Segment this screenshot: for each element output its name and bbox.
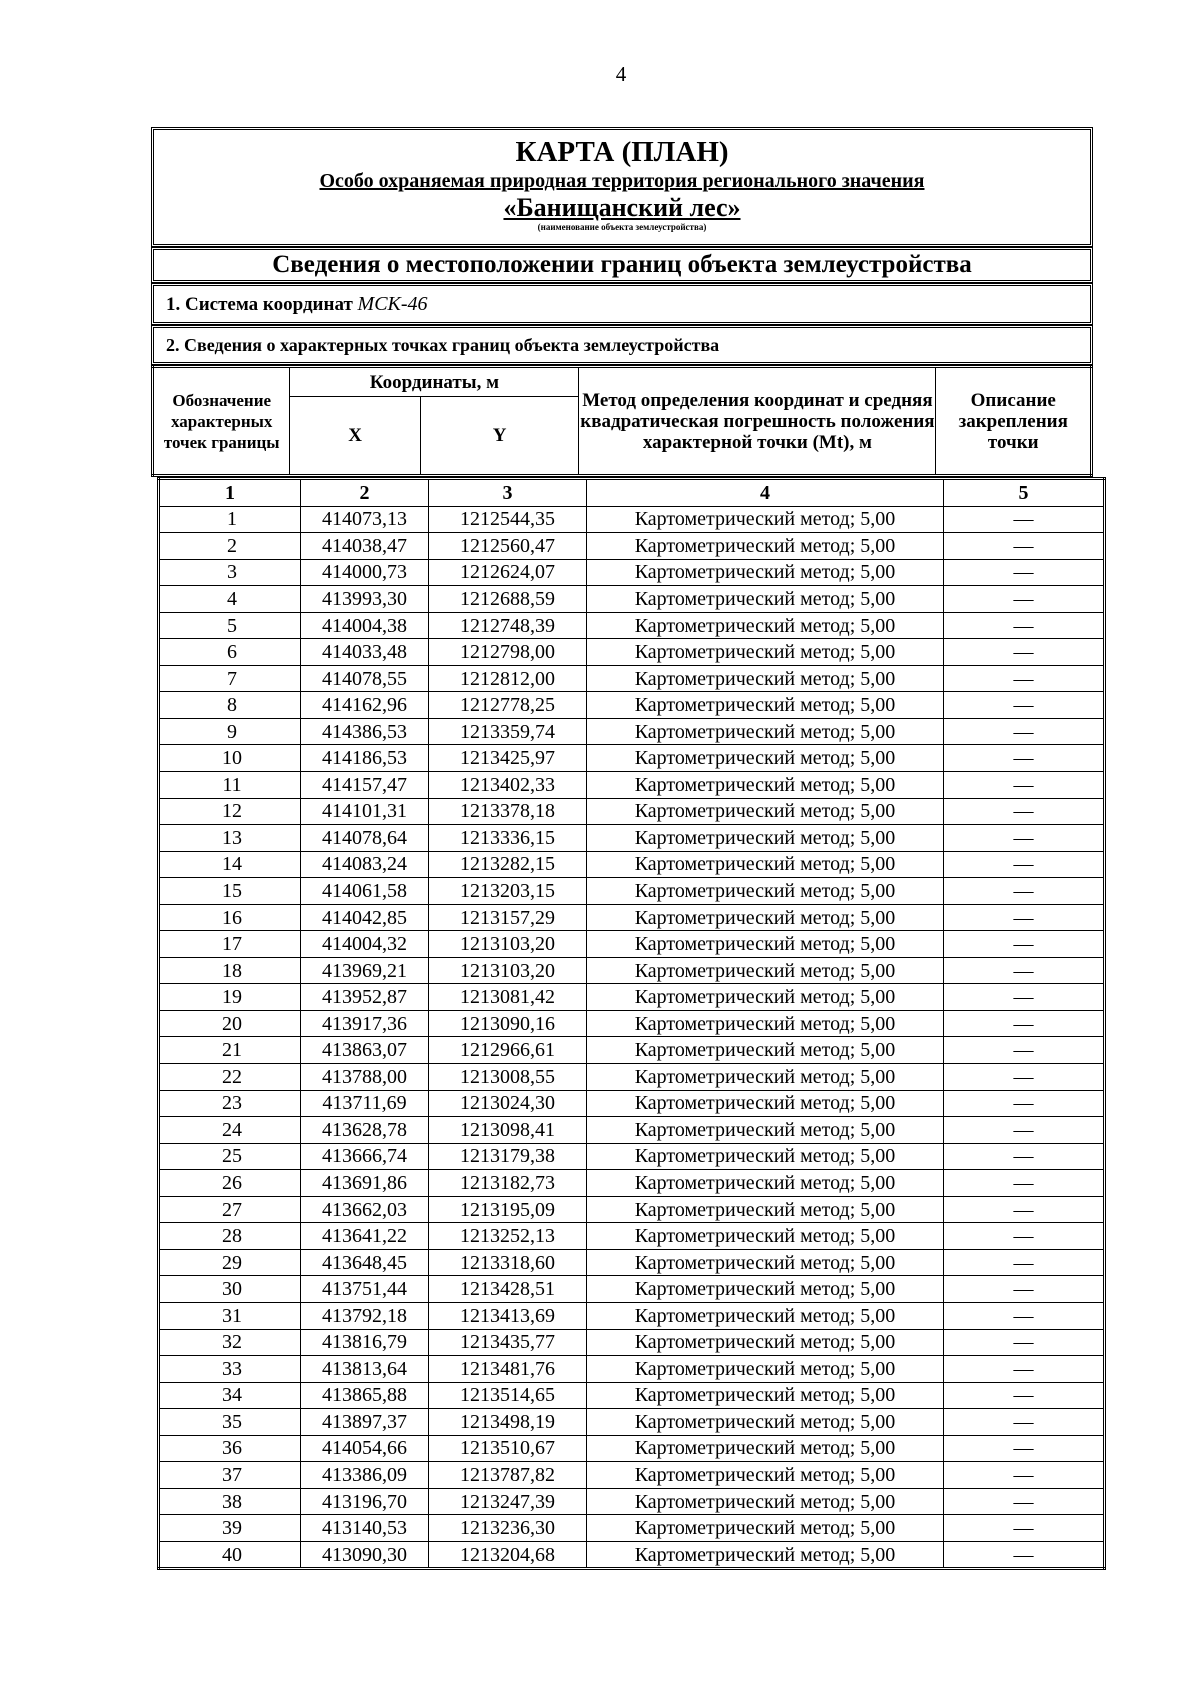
y-cell: 1213336,15 bbox=[429, 825, 587, 852]
point-number-cell: 38 bbox=[159, 1488, 301, 1515]
column-number: 5 bbox=[944, 479, 1105, 507]
x-cell: 414186,53 bbox=[301, 745, 429, 772]
description-cell: — bbox=[944, 533, 1105, 560]
table-row bbox=[159, 1143, 1105, 1170]
coordinate-system-row bbox=[151, 283, 1093, 325]
y-cell: 1213203,15 bbox=[429, 878, 587, 905]
method-cell: Картометрический метод; 5,00 bbox=[587, 506, 944, 533]
column-number: 4 bbox=[587, 479, 944, 507]
description-cell: — bbox=[944, 692, 1105, 719]
point-number-cell: 19 bbox=[159, 984, 301, 1011]
point-number-cell: 29 bbox=[159, 1249, 301, 1276]
x-cell: 413813,64 bbox=[301, 1356, 429, 1383]
method-cell: Картометрический метод; 5,00 bbox=[587, 1488, 944, 1515]
y-cell: 1212748,39 bbox=[429, 612, 587, 639]
header-designation: Обозначение характерных точек границы bbox=[153, 367, 290, 476]
method-cell: Картометрический метод; 5,00 bbox=[587, 984, 944, 1011]
y-cell: 1213195,09 bbox=[429, 1196, 587, 1223]
point-number-cell: 26 bbox=[159, 1170, 301, 1197]
y-cell: 1213413,69 bbox=[429, 1302, 587, 1329]
x-cell: 414101,31 bbox=[301, 798, 429, 825]
x-cell: 413641,22 bbox=[301, 1223, 429, 1250]
y-cell: 1213179,38 bbox=[429, 1143, 587, 1170]
y-cell: 1212624,07 bbox=[429, 559, 587, 586]
x-cell: 414054,66 bbox=[301, 1435, 429, 1462]
table-row bbox=[159, 1488, 1105, 1515]
method-cell: Картометрический метод; 5,00 bbox=[587, 718, 944, 745]
point-number-cell: 27 bbox=[159, 1196, 301, 1223]
header-x: X bbox=[290, 397, 420, 476]
table-row bbox=[159, 984, 1105, 1011]
point-number-cell: 2 bbox=[159, 533, 301, 560]
description-cell: — bbox=[944, 1462, 1105, 1489]
description-cell: — bbox=[944, 1249, 1105, 1276]
point-number-cell: 30 bbox=[159, 1276, 301, 1303]
method-cell: Картометрический метод; 5,00 bbox=[587, 904, 944, 931]
method-cell: Картометрический метод; 5,00 bbox=[587, 772, 944, 799]
point-number-cell: 16 bbox=[159, 904, 301, 931]
x-cell: 413090,30 bbox=[301, 1541, 429, 1569]
point-number-cell: 9 bbox=[159, 718, 301, 745]
y-cell: 1213098,41 bbox=[429, 1117, 587, 1144]
description-cell: — bbox=[944, 798, 1105, 825]
method-cell: Картометрический метод; 5,00 bbox=[587, 1302, 944, 1329]
point-number-cell: 6 bbox=[159, 639, 301, 666]
description-cell: — bbox=[944, 957, 1105, 984]
y-cell: 1213359,74 bbox=[429, 718, 587, 745]
x-cell: 414386,53 bbox=[301, 718, 429, 745]
table-row bbox=[159, 1276, 1105, 1303]
x-cell: 413897,37 bbox=[301, 1409, 429, 1436]
y-cell: 1213428,51 bbox=[429, 1276, 587, 1303]
point-number-cell: 25 bbox=[159, 1143, 301, 1170]
y-cell: 1213282,15 bbox=[429, 851, 587, 878]
y-cell: 1212544,35 bbox=[429, 506, 587, 533]
x-cell: 414073,13 bbox=[301, 506, 429, 533]
description-cell: — bbox=[944, 665, 1105, 692]
description-cell: — bbox=[944, 1037, 1105, 1064]
table-row bbox=[159, 825, 1105, 852]
point-number-cell: 8 bbox=[159, 692, 301, 719]
x-cell: 414000,73 bbox=[301, 559, 429, 586]
point-number-cell: 21 bbox=[159, 1037, 301, 1064]
method-cell: Картометрический метод; 5,00 bbox=[587, 1515, 944, 1542]
table-row bbox=[159, 639, 1105, 666]
header-coordinates: Координаты, м bbox=[290, 367, 579, 397]
description-cell: — bbox=[944, 878, 1105, 905]
method-cell: Картометрический метод; 5,00 bbox=[587, 1170, 944, 1197]
point-number-cell: 17 bbox=[159, 931, 301, 958]
description-cell: — bbox=[944, 1090, 1105, 1117]
table-row bbox=[159, 851, 1105, 878]
method-cell: Картометрический метод; 5,00 bbox=[587, 1329, 944, 1356]
table-row bbox=[159, 1462, 1105, 1489]
map-title: КАРТА (ПЛАН) bbox=[515, 136, 729, 168]
table-row bbox=[159, 559, 1105, 586]
table-row bbox=[159, 533, 1105, 560]
method-cell: Картометрический метод; 5,00 bbox=[587, 1090, 944, 1117]
x-cell: 413865,88 bbox=[301, 1382, 429, 1409]
table-row bbox=[159, 692, 1105, 719]
x-cell: 413648,45 bbox=[301, 1249, 429, 1276]
header-method: Метод определения координат и средняя квадратическая погрешность положения характерной точки (Mt), м bbox=[579, 367, 936, 476]
table-row bbox=[159, 745, 1105, 772]
x-cell: 413666,74 bbox=[301, 1143, 429, 1170]
y-cell: 1213425,97 bbox=[429, 745, 587, 772]
table-row bbox=[159, 506, 1105, 533]
point-number-cell: 37 bbox=[159, 1462, 301, 1489]
y-cell: 1213182,73 bbox=[429, 1170, 587, 1197]
table-row bbox=[159, 1117, 1105, 1144]
x-cell: 413196,70 bbox=[301, 1488, 429, 1515]
method-cell: Картометрический метод; 5,00 bbox=[587, 798, 944, 825]
table-row bbox=[159, 878, 1105, 905]
table-row bbox=[159, 1302, 1105, 1329]
table-row bbox=[159, 1223, 1105, 1250]
x-cell: 413952,87 bbox=[301, 984, 429, 1011]
description-cell: — bbox=[944, 1196, 1105, 1223]
point-number-cell: 7 bbox=[159, 665, 301, 692]
x-cell: 414033,48 bbox=[301, 639, 429, 666]
description-cell: — bbox=[944, 1488, 1105, 1515]
x-cell: 414078,55 bbox=[301, 665, 429, 692]
description-cell: — bbox=[944, 1435, 1105, 1462]
table-row bbox=[159, 665, 1105, 692]
points-table bbox=[157, 477, 1106, 1570]
x-cell: 414157,47 bbox=[301, 772, 429, 799]
description-cell: — bbox=[944, 1010, 1105, 1037]
x-cell: 413691,86 bbox=[301, 1170, 429, 1197]
description-cell: — bbox=[944, 931, 1105, 958]
table-row bbox=[159, 1515, 1105, 1542]
method-cell: Картометрический метод; 5,00 bbox=[587, 665, 944, 692]
y-cell: 1213103,20 bbox=[429, 957, 587, 984]
x-cell: 413792,18 bbox=[301, 1302, 429, 1329]
x-cell: 413662,03 bbox=[301, 1196, 429, 1223]
description-cell: — bbox=[944, 1541, 1105, 1569]
table-row bbox=[159, 586, 1105, 613]
point-number-cell: 31 bbox=[159, 1302, 301, 1329]
y-cell: 1213247,39 bbox=[429, 1488, 587, 1515]
point-number-cell: 5 bbox=[159, 612, 301, 639]
column-number-row bbox=[159, 479, 1105, 507]
x-cell: 413816,79 bbox=[301, 1329, 429, 1356]
y-cell: 1212812,00 bbox=[429, 665, 587, 692]
x-cell: 414162,96 bbox=[301, 692, 429, 719]
column-number: 2 bbox=[301, 479, 429, 507]
table-row bbox=[159, 1064, 1105, 1091]
description-cell: — bbox=[944, 1064, 1105, 1091]
point-number-cell: 35 bbox=[159, 1409, 301, 1436]
method-cell: Картометрический метод; 5,00 bbox=[587, 1196, 944, 1223]
x-cell: 413993,30 bbox=[301, 586, 429, 613]
description-cell: — bbox=[944, 1117, 1105, 1144]
description-cell: — bbox=[944, 1143, 1105, 1170]
description-cell: — bbox=[944, 1382, 1105, 1409]
page-number: 4 bbox=[615, 62, 627, 86]
x-cell: 414004,38 bbox=[301, 612, 429, 639]
x-cell: 414078,64 bbox=[301, 825, 429, 852]
table-row bbox=[159, 1409, 1105, 1436]
table-row bbox=[159, 931, 1105, 958]
table-row bbox=[159, 1541, 1105, 1569]
territory-subtitle: Особо охраняемая природная территория регионального значения bbox=[319, 170, 925, 192]
point-number-cell: 10 bbox=[159, 745, 301, 772]
table-row bbox=[159, 904, 1105, 931]
method-cell: Картометрический метод; 5,00 bbox=[587, 878, 944, 905]
point-number-cell: 20 bbox=[159, 1010, 301, 1037]
y-cell: 1213318,60 bbox=[429, 1249, 587, 1276]
y-cell: 1213498,19 bbox=[429, 1409, 587, 1436]
y-cell: 1212560,47 bbox=[429, 533, 587, 560]
description-cell: — bbox=[944, 772, 1105, 799]
method-cell: Картометрический метод; 5,00 bbox=[587, 745, 944, 772]
column-number: 1 bbox=[159, 479, 301, 507]
description-cell: — bbox=[944, 984, 1105, 1011]
method-cell: Картометрический метод; 5,00 bbox=[587, 559, 944, 586]
description-cell: — bbox=[944, 586, 1105, 613]
x-cell: 413917,36 bbox=[301, 1010, 429, 1037]
y-cell: 1212778,25 bbox=[429, 692, 587, 719]
table-row bbox=[159, 1382, 1105, 1409]
point-number-cell: 12 bbox=[159, 798, 301, 825]
y-cell: 1213103,20 bbox=[429, 931, 587, 958]
object-name-note: (наименование объекта землеустройства) bbox=[537, 222, 707, 232]
x-cell: 414083,24 bbox=[301, 851, 429, 878]
method-cell: Картометрический метод; 5,00 bbox=[587, 586, 944, 613]
coordinate-system-label: 1. Система координат bbox=[166, 294, 353, 315]
header-y: Y bbox=[420, 397, 579, 476]
object-name: «Банищанский лес» bbox=[503, 193, 741, 222]
method-cell: Картометрический метод; 5,00 bbox=[587, 533, 944, 560]
x-cell: 413140,53 bbox=[301, 1515, 429, 1542]
table-row bbox=[159, 1435, 1105, 1462]
description-cell: — bbox=[944, 1356, 1105, 1383]
method-cell: Картометрический метод; 5,00 bbox=[587, 1037, 944, 1064]
y-cell: 1213481,76 bbox=[429, 1356, 587, 1383]
point-number-cell: 33 bbox=[159, 1356, 301, 1383]
x-cell: 413863,07 bbox=[301, 1037, 429, 1064]
description-cell: — bbox=[944, 1170, 1105, 1197]
x-cell: 413711,69 bbox=[301, 1090, 429, 1117]
table-row bbox=[159, 957, 1105, 984]
method-cell: Картометрический метод; 5,00 bbox=[587, 692, 944, 719]
x-cell: 413788,00 bbox=[301, 1064, 429, 1091]
header-description: Описание закрепления точки bbox=[936, 367, 1092, 476]
title-block bbox=[151, 127, 1093, 247]
method-cell: Картометрический метод; 5,00 bbox=[587, 825, 944, 852]
point-number-cell: 36 bbox=[159, 1435, 301, 1462]
column-number: 3 bbox=[429, 479, 587, 507]
method-cell: Картометрический метод; 5,00 bbox=[587, 1117, 944, 1144]
y-cell: 1213008,55 bbox=[429, 1064, 587, 1091]
point-number-cell: 3 bbox=[159, 559, 301, 586]
y-cell: 1213024,30 bbox=[429, 1090, 587, 1117]
coordinate-system-value: МСК-46 bbox=[357, 293, 428, 315]
method-cell: Картометрический метод; 5,00 bbox=[587, 931, 944, 958]
y-cell: 1213090,16 bbox=[429, 1010, 587, 1037]
table-row bbox=[159, 1329, 1105, 1356]
x-cell: 414004,32 bbox=[301, 931, 429, 958]
point-number-cell: 23 bbox=[159, 1090, 301, 1117]
table-row bbox=[159, 1196, 1105, 1223]
table-row bbox=[159, 1356, 1105, 1383]
point-number-cell: 4 bbox=[159, 586, 301, 613]
y-cell: 1213435,77 bbox=[429, 1329, 587, 1356]
y-cell: 1213252,13 bbox=[429, 1223, 587, 1250]
description-cell: — bbox=[944, 559, 1105, 586]
method-cell: Картометрический метод; 5,00 bbox=[587, 1249, 944, 1276]
method-cell: Картометрический метод; 5,00 bbox=[587, 1064, 944, 1091]
point-number-cell: 28 bbox=[159, 1223, 301, 1250]
point-number-cell: 40 bbox=[159, 1541, 301, 1569]
method-cell: Картометрический метод; 5,00 bbox=[587, 1462, 944, 1489]
point-number-cell: 14 bbox=[159, 851, 301, 878]
point-number-cell: 15 bbox=[159, 878, 301, 905]
table-row bbox=[159, 772, 1105, 799]
description-cell: — bbox=[944, 718, 1105, 745]
method-cell: Картометрический метод; 5,00 bbox=[587, 1356, 944, 1383]
table-row bbox=[159, 1037, 1105, 1064]
description-cell: — bbox=[944, 1223, 1105, 1250]
description-cell: — bbox=[944, 506, 1105, 533]
method-cell: Картометрический метод; 5,00 bbox=[587, 1541, 944, 1569]
description-cell: — bbox=[944, 851, 1105, 878]
y-cell: 1213402,33 bbox=[429, 772, 587, 799]
description-cell: — bbox=[944, 904, 1105, 931]
table-row bbox=[159, 718, 1105, 745]
y-cell: 1212966,61 bbox=[429, 1037, 587, 1064]
point-number-cell: 18 bbox=[159, 957, 301, 984]
point-number-cell: 13 bbox=[159, 825, 301, 852]
method-cell: Картометрический метод; 5,00 bbox=[587, 1223, 944, 1250]
y-cell: 1213787,82 bbox=[429, 1462, 587, 1489]
x-cell: 413751,44 bbox=[301, 1276, 429, 1303]
point-number-cell: 11 bbox=[159, 772, 301, 799]
y-cell: 1213236,30 bbox=[429, 1515, 587, 1542]
method-cell: Картометрический метод; 5,00 bbox=[587, 1435, 944, 1462]
method-cell: Картометрический метод; 5,00 bbox=[587, 851, 944, 878]
points-heading: 2. Сведения о характерных точках границ объекта землеустройства bbox=[151, 325, 1093, 365]
description-cell: — bbox=[944, 1329, 1105, 1356]
x-cell: 414038,47 bbox=[301, 533, 429, 560]
table-header bbox=[151, 365, 1093, 477]
description-cell: — bbox=[944, 745, 1105, 772]
point-number-cell: 24 bbox=[159, 1117, 301, 1144]
x-cell: 414061,58 bbox=[301, 878, 429, 905]
y-cell: 1213378,18 bbox=[429, 798, 587, 825]
description-cell: — bbox=[944, 825, 1105, 852]
x-cell: 414042,85 bbox=[301, 904, 429, 931]
point-number-cell: 1 bbox=[159, 506, 301, 533]
table-row bbox=[159, 1090, 1105, 1117]
x-cell: 413628,78 bbox=[301, 1117, 429, 1144]
x-cell: 413969,21 bbox=[301, 957, 429, 984]
method-cell: Картометрический метод; 5,00 bbox=[587, 639, 944, 666]
y-cell: 1213514,65 bbox=[429, 1382, 587, 1409]
y-cell: 1212688,59 bbox=[429, 586, 587, 613]
point-number-cell: 34 bbox=[159, 1382, 301, 1409]
y-cell: 1213081,42 bbox=[429, 984, 587, 1011]
x-cell: 413386,09 bbox=[301, 1462, 429, 1489]
method-cell: Картометрический метод; 5,00 bbox=[587, 1276, 944, 1303]
section-heading: Сведения о местоположении границ объекта землеустройства bbox=[151, 247, 1093, 283]
y-cell: 1213510,67 bbox=[429, 1435, 587, 1462]
method-cell: Картометрический метод; 5,00 bbox=[587, 1010, 944, 1037]
y-cell: 1213204,68 bbox=[429, 1541, 587, 1569]
table-row bbox=[159, 798, 1105, 825]
description-cell: — bbox=[944, 612, 1105, 639]
method-cell: Картометрический метод; 5,00 bbox=[587, 1409, 944, 1436]
y-cell: 1212798,00 bbox=[429, 639, 587, 666]
method-cell: Картометрический метод; 5,00 bbox=[587, 1143, 944, 1170]
description-cell: — bbox=[944, 1409, 1105, 1436]
table-row bbox=[159, 612, 1105, 639]
method-cell: Картометрический метод; 5,00 bbox=[587, 957, 944, 984]
table-row bbox=[159, 1170, 1105, 1197]
method-cell: Картометрический метод; 5,00 bbox=[587, 612, 944, 639]
point-number-cell: 32 bbox=[159, 1329, 301, 1356]
table-row bbox=[159, 1010, 1105, 1037]
description-cell: — bbox=[944, 639, 1105, 666]
method-cell: Картометрический метод; 5,00 bbox=[587, 1382, 944, 1409]
description-cell: — bbox=[944, 1276, 1105, 1303]
table-row bbox=[159, 1249, 1105, 1276]
y-cell: 1213157,29 bbox=[429, 904, 587, 931]
point-number-cell: 39 bbox=[159, 1515, 301, 1542]
point-number-cell: 22 bbox=[159, 1064, 301, 1091]
description-cell: — bbox=[944, 1515, 1105, 1542]
description-cell: — bbox=[944, 1302, 1105, 1329]
